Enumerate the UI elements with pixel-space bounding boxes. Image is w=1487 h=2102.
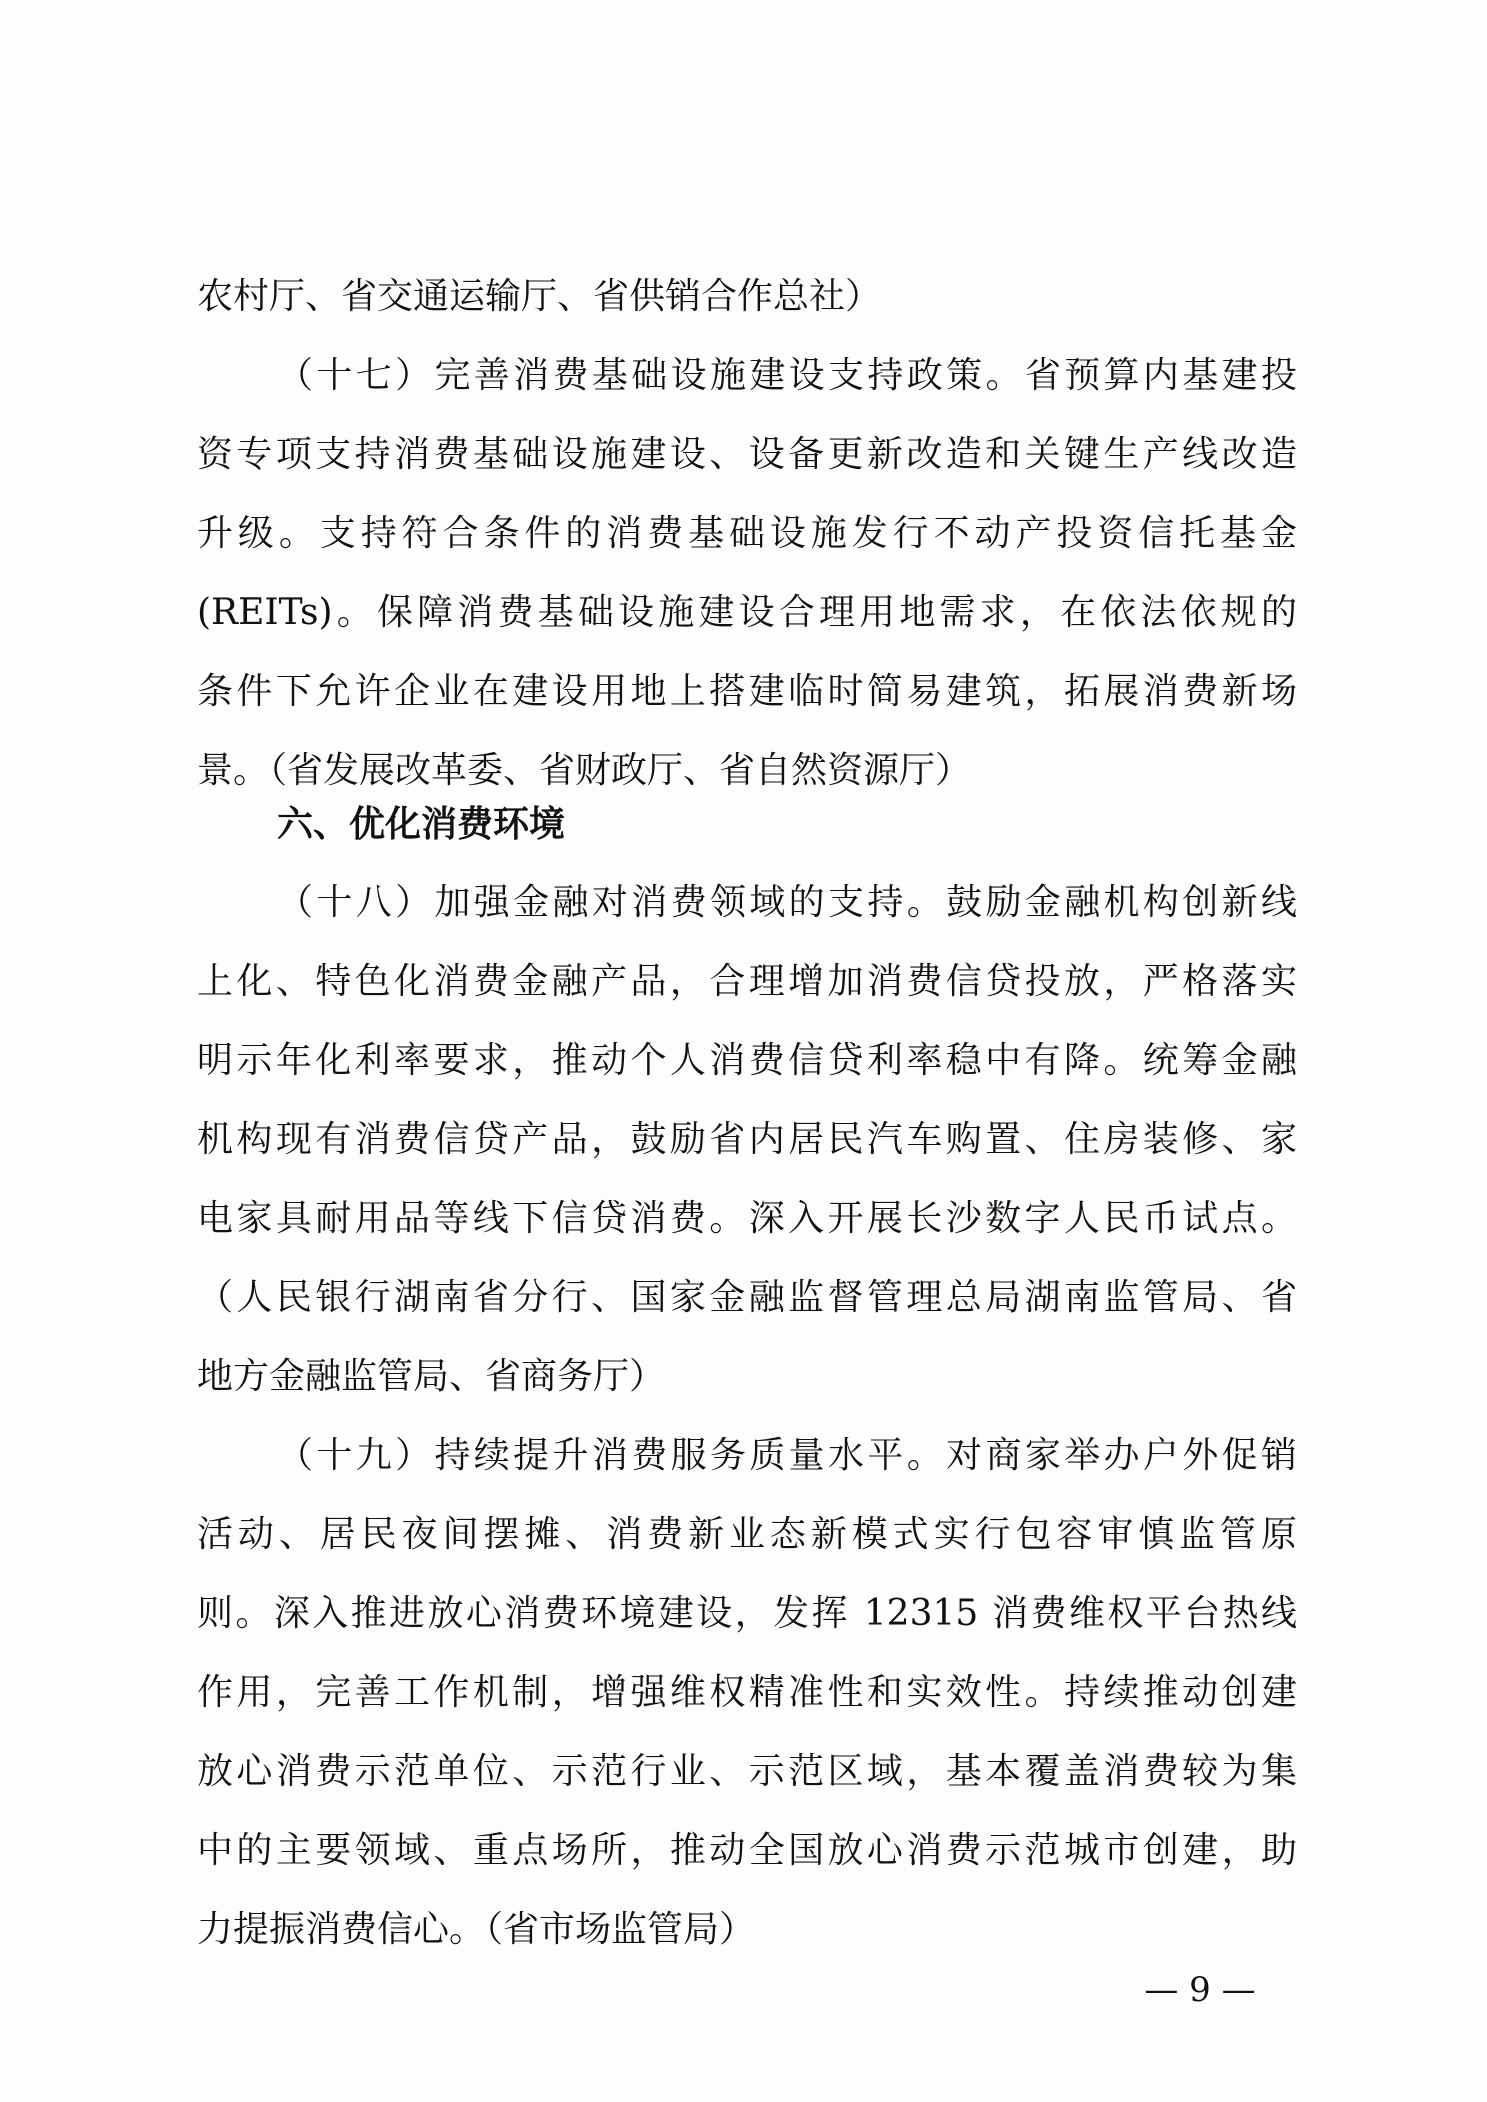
text-line: 中的主要领域、重点场所，推动全国放心消费示范城市创建，助	[197, 1830, 1297, 1871]
text-line: 资专项支持消费基础设施建设、设备更新改造和关键生产线改造	[197, 434, 1297, 475]
section-heading: 六、优化消费环境	[277, 804, 566, 845]
text-line: 升级。支持符合条件的消费基础设施发行不动产投资信托基金	[197, 513, 1297, 554]
text-line: 农村厅、省交通运输厅、省供销合作总社）	[197, 276, 882, 317]
text-line: 明示年化利率要求，推动个人消费信贷利率稳中有降。统筹金融	[197, 1040, 1297, 1081]
text-line: 机构现有消费信贷产品，鼓励省内居民汽车购置、住房装修、家	[197, 1119, 1297, 1160]
text-line: 则。深入推进放心消费环境建设，发挥 12315 消费维权平台热线	[197, 1593, 1297, 1634]
text-line: 放心消费示范单位、示范行业、示范区域，基本覆盖消费较为集	[197, 1751, 1297, 1792]
text-line: 上化、特色化消费金融产品，合理增加消费信贷投放，严格落实	[197, 961, 1297, 1002]
paragraph-17-first-line: （十七）完善消费基础设施建设支持政策。省预算内基建投	[277, 355, 1297, 396]
paragraph-18-first-line: （十八）加强金融对消费领域的支持。鼓励金融机构创新线	[277, 882, 1297, 923]
text-line: 地方金融监管局、省商务厅）	[197, 1356, 666, 1397]
text-line: (REITs)。保障消费基础设施建设合理用地需求，在依法依规的	[197, 592, 1297, 633]
text-line: 作用，完善工作机制，增强维权精准性和实效性。持续推动创建	[197, 1672, 1297, 1713]
text-line: 景。（省发展改革委、省财政厅、省自然资源厅）	[197, 750, 972, 791]
text-line: 活动、居民夜间摆摊、消费新业态新模式实行包容审慎监管原	[197, 1514, 1297, 1555]
text-line: 条件下允许企业在建设用地上搭建临时简易建筑，拓展消费新场	[197, 671, 1297, 712]
paragraph-19-first-line: （十九）持续提升消费服务质量水平。对商家举办户外促销	[277, 1435, 1297, 1476]
page-number: — 9 —	[1144, 1970, 1256, 2010]
text-line: （人民银行湖南省分行、国家金融监督管理总局湖南监管局、省	[197, 1277, 1297, 1318]
text-line: 电家具耐用品等线下信贷消费。深入开展长沙数字人民币试点。	[197, 1198, 1297, 1239]
text-line: 力提振消费信心。（省市场监管局）	[197, 1909, 756, 1950]
